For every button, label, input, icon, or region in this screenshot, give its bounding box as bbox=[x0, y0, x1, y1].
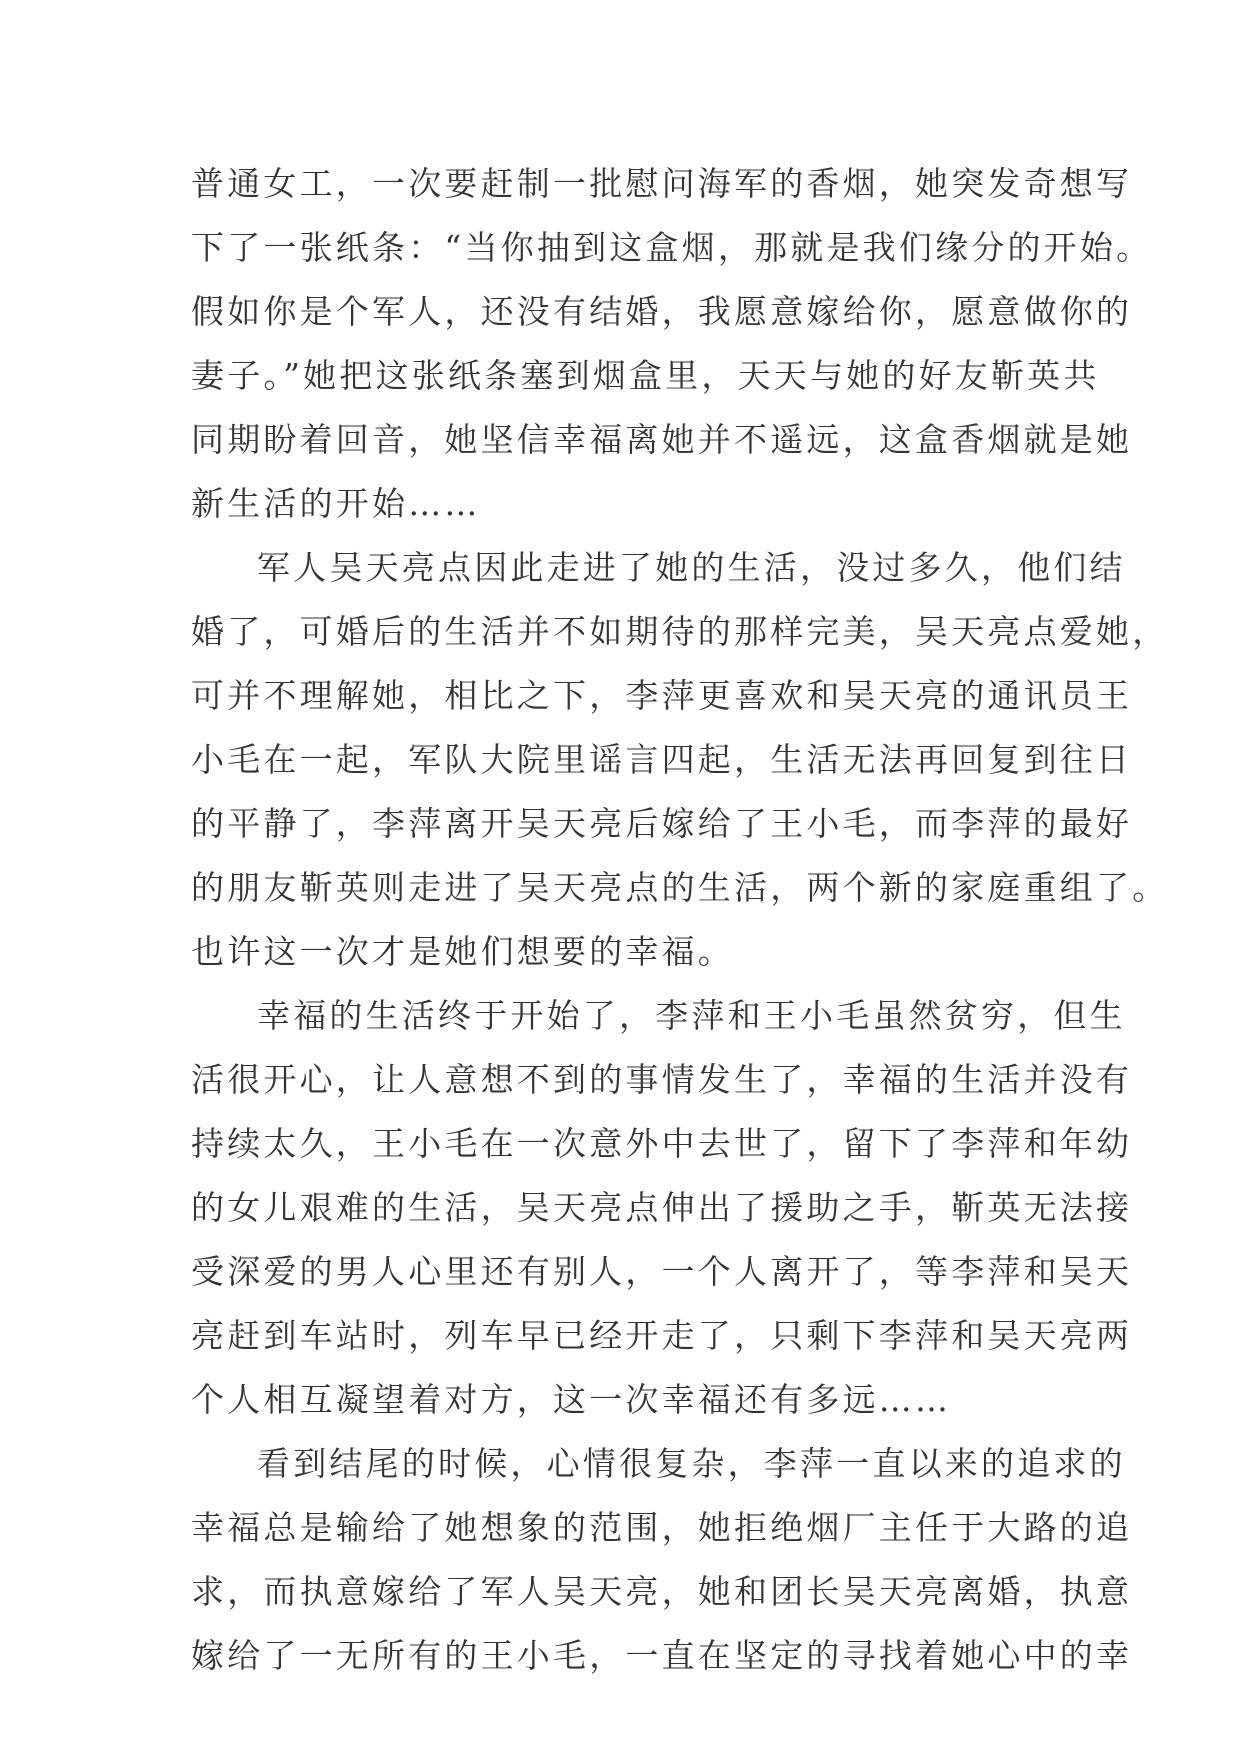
text-line: 的女儿艰难的生活，吴天亮点伸出了援助之手，靳英无法接 bbox=[191, 1188, 1133, 1227]
text-line: 可并不理解她，相比之下，李萍更喜欢和吴天亮的通讯员王 bbox=[191, 676, 1133, 715]
text-line: 受深爱的男人心里还有别人，一个人离开了，等李萍和吴天 bbox=[191, 1252, 1133, 1291]
text-line: 妻子。”她把这张纸条塞到烟盒里，天天与她的好友靳英共 bbox=[191, 356, 1100, 395]
text-line: 持续太久，王小毛在一次意外中去世了，留下了李萍和年幼 bbox=[191, 1124, 1133, 1163]
text-line: 活很开心，让人意想不到的事情发生了，幸福的生活并没有 bbox=[191, 1060, 1133, 1099]
text-line: 也许这一次才是她们想要的幸福。 bbox=[191, 932, 734, 971]
text-line: 的朋友靳英则走进了吴天亮点的生活，两个新的家庭重组了。 bbox=[191, 868, 1169, 907]
text-line: 同期盼着回音，她坚信幸福离她并不遥远，这盒香烟就是她 bbox=[191, 420, 1133, 459]
text-line: 军人吴天亮点因此走进了她的生活，没过多久，他们结 bbox=[257, 548, 1126, 587]
text-line: 亮赶到车站时，列车早已经开走了，只剩下李萍和吴天亮两 bbox=[191, 1316, 1133, 1355]
text-line: 嫁给了一无所有的王小毛，一直在坚定的寻找着她心中的幸 bbox=[191, 1636, 1133, 1675]
text-line: 下了一张纸条：“当你抽到这盒烟，那就是我们缘分的开始。 bbox=[191, 228, 1153, 267]
text-line: 婚了，可婚后的生活并不如期待的那样完美，吴天亮点爱她， bbox=[191, 612, 1169, 651]
text-line: 看到结尾的时候，心情很复杂，李萍一直以来的追求的 bbox=[257, 1444, 1126, 1483]
text-line: 的平静了，李萍离开吴天亮后嫁给了王小毛，而李萍的最好 bbox=[191, 804, 1133, 843]
text-line: 个人相互凝望着对方，这一次幸福还有多远…… bbox=[191, 1380, 952, 1419]
text-line: 幸福的生活终于开始了，李萍和王小毛虽然贫穷，但生 bbox=[257, 996, 1126, 1035]
text-line: 假如你是个军人，还没有结婚，我愿意嫁给你，愿意做你的 bbox=[191, 292, 1133, 331]
text-line: 新生活的开始…… bbox=[191, 484, 481, 523]
text-line: 小毛在一起，军队大院里谣言四起，生活无法再回复到往日 bbox=[191, 740, 1133, 779]
text-line: 幸福总是输给了她想象的范围，她拒绝烟厂主任于大路的追 bbox=[191, 1508, 1133, 1547]
text-line: 求，而执意嫁给了军人吴天亮，她和团长吴天亮离婚，执意 bbox=[191, 1572, 1133, 1611]
text-line: 普通女工，一次要赶制一批慰问海军的香烟，她突发奇想写 bbox=[191, 164, 1133, 203]
body-text bbox=[191, 152, 1169, 1688]
